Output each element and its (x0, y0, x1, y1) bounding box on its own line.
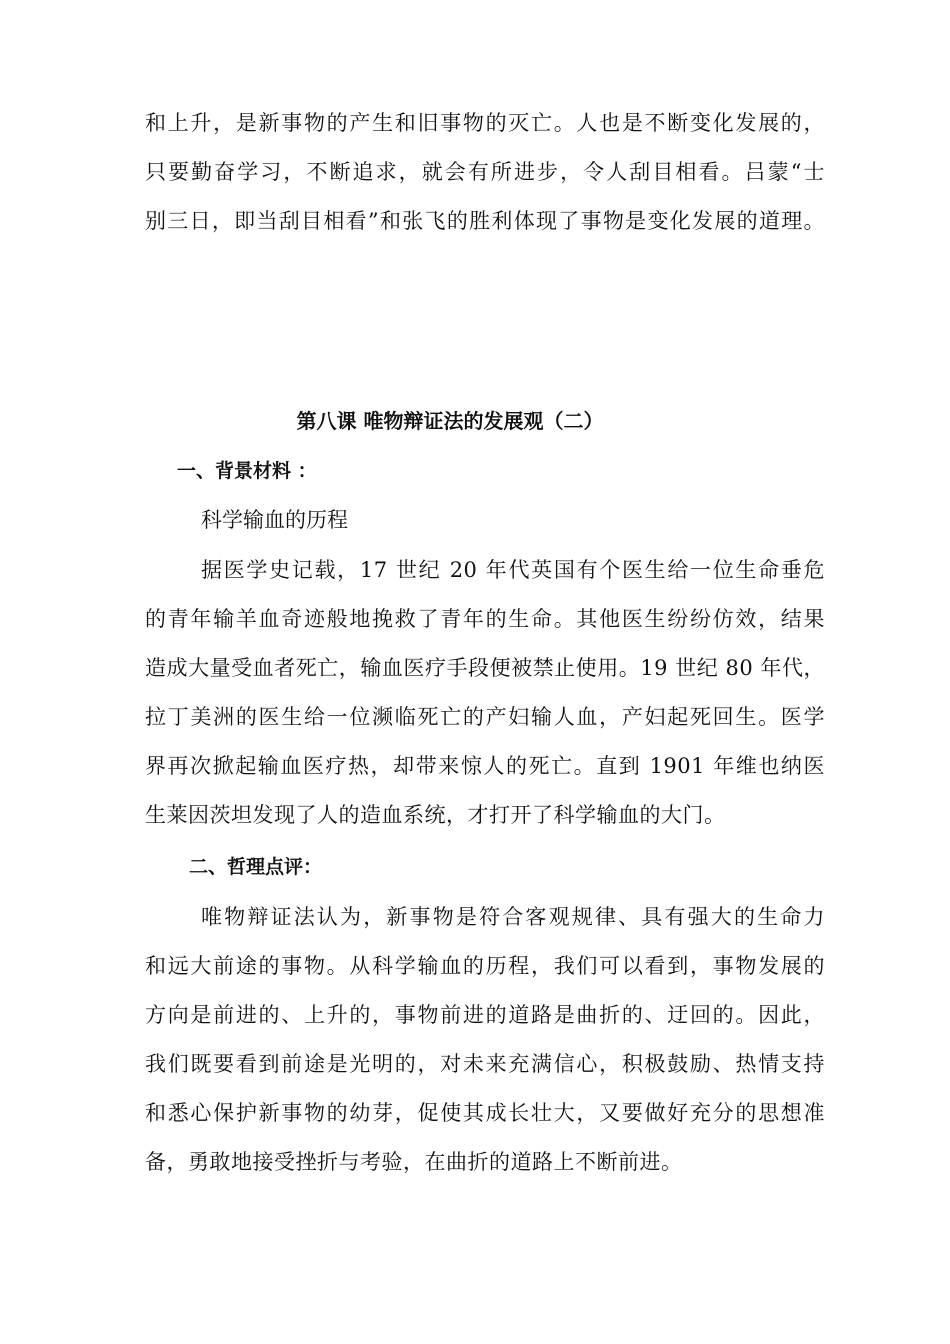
commentary-paragraph (145, 893, 825, 1187)
intro-line: 别三日，即当刮目相看”和张飞的胜利体现了事物是变化发展的道理。 (145, 209, 825, 233)
background-line: 生莱因茨坦发现了人的造血系统，才打开了科学输血的大门。 (145, 803, 726, 827)
lesson-title: 第八课 唯物辩证法的发展观（二） (296, 409, 604, 433)
background-subtitle: 科学输血的历程 (201, 508, 348, 532)
intro-line: 只要勤奋学习，不断追求，就会有所进步，令人刮目相看。吕蒙“士 (145, 160, 825, 184)
intro-paragraph (145, 99, 825, 246)
background-line: 界再次掀起输血医疗热，却带来惊人的死亡。直到 1901 年维也纳医 (145, 754, 825, 778)
intro-line: 和上升，是新事物的产生和旧事物的灭亡。人也是不断变化发展的， (145, 111, 825, 135)
commentary-line: 备，勇敢地接受挫折与考验，在曲折的道路上不断前进。 (145, 1150, 683, 1174)
commentary-line: 方向是前进的、上升的，事物前进的道路是曲折的、迂回的。因此， (145, 1003, 825, 1027)
background-line: 据医学史记载，17 世纪 20 年代英国有个医生给一位生命垂危 (201, 558, 825, 582)
background-line: 的青年输羊血奇迹般地挽救了青年的生命。其他医生纷纷仿效，结果 (145, 607, 825, 631)
background-heading: 一、背景材料 ： (177, 460, 317, 482)
commentary-line: 和悉心保护新事物的幼芽，促使其成长壮大，又要做好充分的思想准 (145, 1101, 825, 1125)
commentary-line: 唯物辩证法认为，新事物是符合客观规律、具有强大的生命力 (201, 905, 825, 929)
background-paragraph (145, 546, 825, 840)
commentary-heading: 二、哲理点评： (189, 856, 323, 878)
background-line: 造成大量受血者死亡，输血医疗手段便被禁止使用。19 世纪 80 年代， (145, 656, 825, 680)
commentary-line: 我们既要看到前途是光明的，对未来充满信心，积极鼓励、热情支持 (145, 1052, 825, 1076)
commentary-line: 和远大前途的事物。从科学输血的历程，我们可以看到，事物发展的 (145, 954, 825, 978)
background-line: 拉丁美洲的医生给一位濒临死亡的产妇输人血，产妇起死回生。医学 (145, 705, 825, 729)
